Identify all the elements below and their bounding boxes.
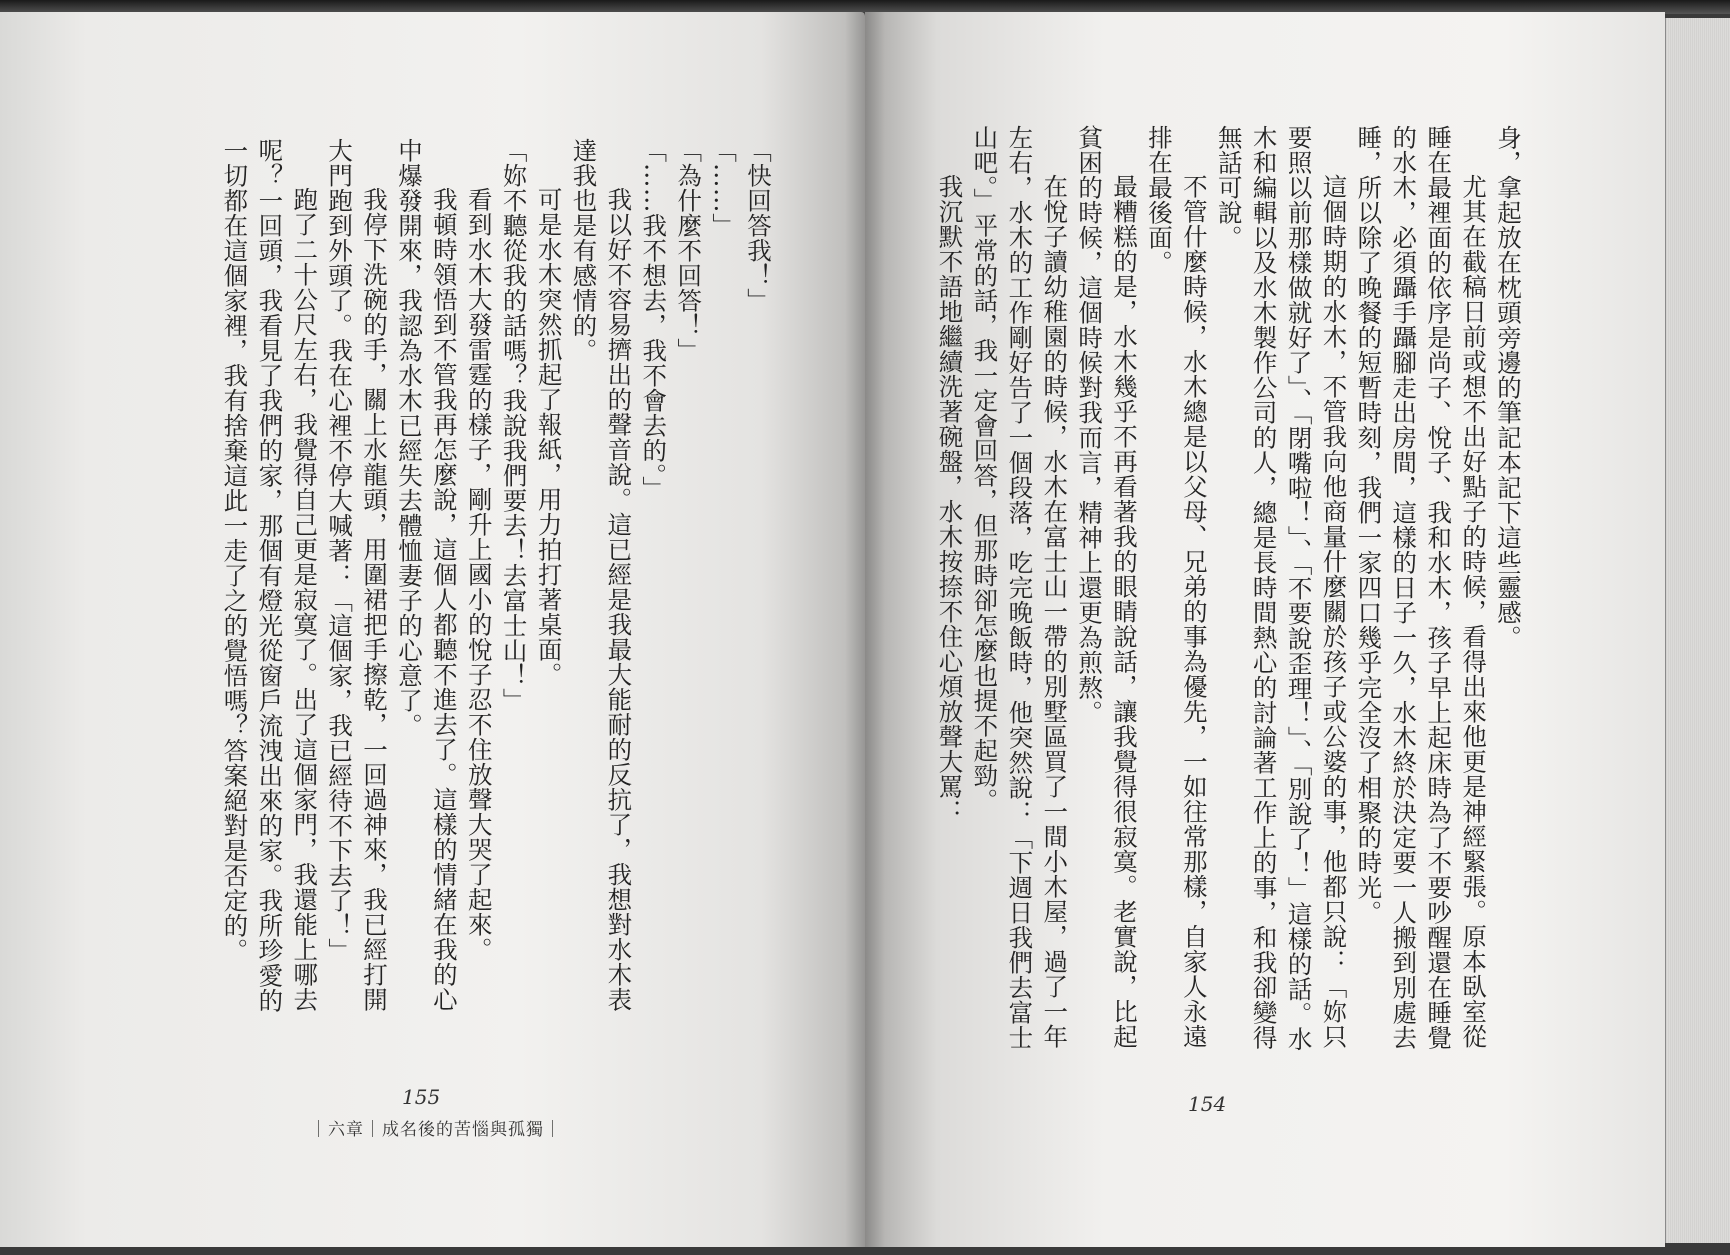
paragraph: 這個時期的水木，不管我向他商量什麼關於孩子或公婆的事，他都只說：「妳只要照以前那樣做就好了」、「閉嘴啦！」、「不要說歪理！」、「別說了！」這樣的話。水木和編輯以及水木製作公司的人，總是長時間熱心的討論著工作上的事，和我卻變得無話可說。: [1214, 125, 1349, 1052]
paragraph: 「為什麼不回答！」: [674, 138, 704, 363]
page-number-left: 155: [402, 1085, 441, 1109]
paragraph: 「妳不聽從我的話嗎？我說我們要去！去富士山！」: [499, 138, 529, 713]
running-head-left: ｜六章｜成名後的苦惱與孤獨｜: [310, 1120, 562, 1140]
paragraph: 尤其在截稿日前或想不出好點子的時候，看得出來他更是神經緊張。原本臥室從睡在最裡面的依序是尚子、悅子、我和水木，孩子早上起床時為了不要吵醒還在睡覺的水木，必須躡手躡腳走出房間，這樣的日子一久，水木終於決定要一人搬到別處去睡，所以除了晚餐的短暫時刻，我們一家四口幾乎完全沒了相聚的時光。: [1354, 125, 1489, 1050]
paragraph: 「……我不想去，我不會去的。」: [639, 138, 669, 501]
paragraph: 我停下洗碗的手，關上水龍頭，用圍裙把手擦乾，一回過神來，我已經打開大門跑到外頭了。我在心裡不停大喊著：「這個家，我已經待不下去了！」: [325, 138, 390, 1012]
book-gutter: [845, 12, 885, 1247]
paragraph: 不管什麼時候，水木總是以父母、兄弟的事為優先，一如往常那樣，自家人永遠排在最後面。: [1144, 125, 1209, 1049]
paragraph: 可是水木突然抓起了報紙，用力拍打著桌面。: [534, 187, 564, 687]
left-page-body: [75, 138, 775, 1028]
right-page-body: [900, 125, 1525, 1065]
paragraph: 最糟糕的是，水木幾乎不再看著我的眼睛說話，讓我覺得很寂寞。老實說，比起貧困的時候，這個時候對我而言，精神上還更為煎熬。: [1075, 125, 1140, 1049]
paragraph: 我沉默不語地繼續洗著碗盤，水木按捺不住心煩放聲大罵：: [935, 174, 965, 824]
paragraph: 身，拿起放在枕頭旁邊的筆記本記下這些靈感。: [1494, 125, 1523, 650]
paragraph: 我以好不容易擠出的聲音說。這已經是我最大能耐的反抗了，我想對水木表達我也是有感情的。: [569, 138, 634, 1012]
page-number-right: 154: [1188, 1092, 1227, 1116]
paragraph: 看到水木大發雷霆的樣子，剛升上國小的悅子忍不住放聲大哭了起來。: [464, 187, 494, 962]
paragraph: 「快回答我！」: [744, 138, 773, 313]
paragraph: 在悅子讀幼稚園的時候，水木在富士山一帶的別墅區買了一間小木屋，過了一年左右，水木的工作剛好告了一個段落，吃完晚飯時，他突然說：「下週日我們去富士山吧。」平常的話，我一定會回答，但那時卻怎麼也提不起勁。: [970, 125, 1070, 1050]
paragraph: 「……」: [709, 138, 739, 238]
running-head-right-faint: [1090, 1123, 1340, 1139]
paragraph: 我頓時領悟到不管我再怎麼說，這個人都聽不進去了。這樣的情緒在我的心中爆發開來，我認為水木已經失去體恤妻子的心意了。: [394, 138, 459, 1012]
page-edges: [1665, 18, 1730, 1243]
paragraph: 跑了二十公尺左右，我覺得自己更是寂寞了。出了這個家門，我還能上哪去呢？一回頭，我看見了我們的家，那個有燈光從窗戶流洩出來的家。我所珍愛的一切都在這個家裡，我有捨棄這此一走了之的覺悟嗎？答案絕對是否定的。: [220, 138, 320, 1013]
